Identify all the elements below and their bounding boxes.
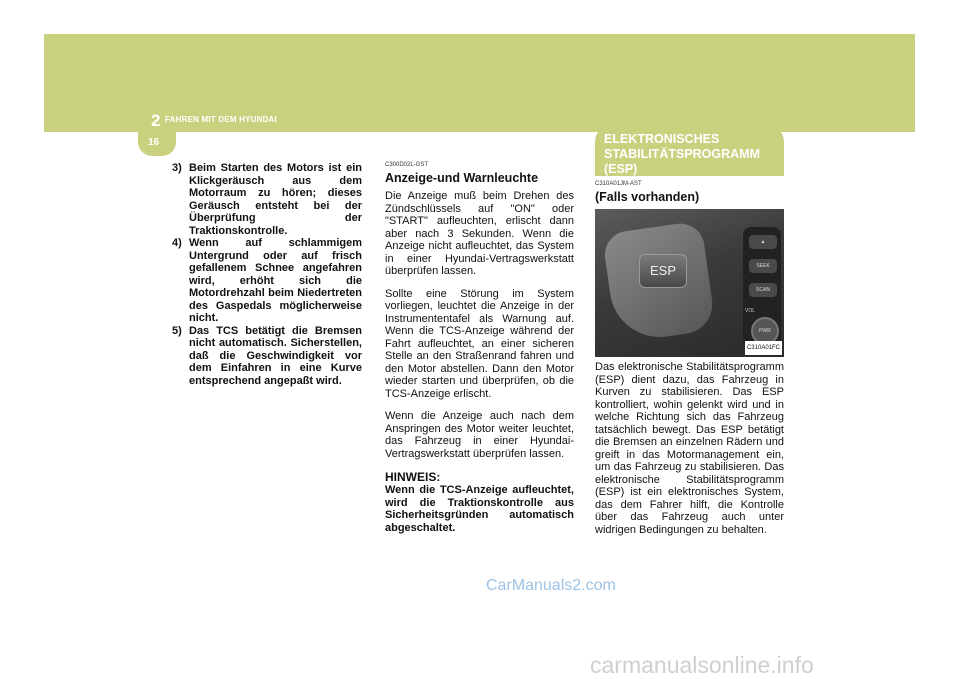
seek-button-illustration: SEEK bbox=[749, 259, 777, 273]
list-item bbox=[172, 162, 362, 237]
list-item bbox=[172, 237, 362, 325]
list-item-text: Beim Starten des Motors ist ein Klickgeräusch aus dem Motorraum zu hören; dieses Geräusch entsteht bei der Überprüfung der Traktionskontrolle. bbox=[189, 162, 362, 237]
eject-button-illustration: ▲ bbox=[749, 235, 777, 249]
list-item bbox=[172, 325, 362, 388]
indicator-paragraph-1: Die Anzeige muß beim Drehen des Zündschlüssels auf "ON" oder "START" aufleuchten, erlischt dann aber nach 3 Sekunden. Wenn die Anzeige nicht aufleuchtet, das System in einer Hyundai-Vertragswerkstatt überprüfen lassen. bbox=[385, 190, 574, 277]
power-knob-illustration: PWR bbox=[751, 317, 779, 345]
scan-button-illustration: SCAN bbox=[749, 283, 777, 297]
indicator-paragraph-3: Wenn die Anzeige auch nach dem Anspringen des Motor weiter leuchtet, das Fahrzeug in einer Hyundai-Vertragswerkstatt überprüfen lassen. bbox=[385, 410, 574, 460]
list-item-text: Wenn auf schlammigem Untergrund oder auf frisch gefallenem Schnee angefahren wird, erhöht sich die Motordrehzahl beim Niedertreten des Gaspedals möglicherweise nicht. bbox=[189, 237, 362, 324]
page-number: 16 bbox=[148, 137, 160, 148]
watermark-carmanualsonline: carmanualsonline.info bbox=[590, 652, 814, 678]
column-esp bbox=[595, 180, 784, 546]
note-heading: HINWEIS: bbox=[385, 470, 441, 484]
watermark-carmanuals2: CarManuals2.com bbox=[486, 577, 616, 594]
list-item-number: 3) bbox=[172, 162, 182, 174]
esp-switch-photo bbox=[595, 209, 784, 357]
note-body: Wenn die TCS-Anzeige aufleuchtet, wird die Traktionskontrolle aus Sicherheitsgründen automatisch abgeschaltet. bbox=[385, 484, 574, 534]
esp-heading: (Falls vorhanden) bbox=[595, 190, 700, 204]
chapter-number: 2 bbox=[151, 111, 161, 130]
tcs-notes-list bbox=[172, 162, 362, 387]
esp-section-heading-box bbox=[595, 124, 784, 176]
column-indicator bbox=[385, 161, 574, 534]
esp-body: Das elektronische Stabilitätsprogramm (ESP) dient dazu, das Fahrzeug in Kurven zu stabilisieren. Das ESP kontrolliert, wohin gelenkt wird und in welche Richtung sich das Fahrzeug tatsächlich bewegt. Das ESP betätigt die Bremsen an einzelnen Rädern und greift in das Motormanagement ein, um das Fahrzeug zu stabilisieren. Das elektronische Stabilitätsprogramm (ESP) ist ein elektronisches System, das dem Fahrer hilft, die Kontrolle über das Fahrzeug auch unter widrigen Bedingungen zu behalten. bbox=[595, 361, 784, 536]
chapter-title: FAHREN MIT DEM HYUNDAI bbox=[165, 115, 277, 124]
photo-caption: C310A01FC bbox=[745, 341, 782, 356]
list-item-number: 4) bbox=[172, 237, 182, 249]
list-item-text: Das TCS betätigt die Bremsen nicht automatisch. Sicherstellen, daß die Geschwindigkeit vor dem Einfahren in eine Kurve entsprechend angepaßt wird. bbox=[189, 324, 362, 387]
esp-button-illustration: ESP bbox=[639, 254, 687, 288]
column-tcs-notes bbox=[172, 162, 362, 387]
indicator-paragraph-2: Sollte eine Störung im System vorliegen, leuchtet die Anzeige in der Instrumententafel als Warnung auf. Wenn die TCS-Anzeige während der Fahrt aufleuchtet, an einer sicheren Stelle an den Straßenrand fahren und den Motor abstellen. Dann den Motor wieder starten und überprüfen, ob die TCS-Anzeige erlischt. bbox=[385, 287, 574, 400]
section-code: C310A01JM-AST bbox=[595, 181, 642, 187]
list-item-number: 5) bbox=[172, 324, 182, 337]
esp-section-heading: ELEKTRONISCHES STABILITÄTSPROGRAMM (ESP) bbox=[604, 132, 761, 176]
vol-label: VOL bbox=[745, 308, 756, 314]
section-code: C300D02L-GST bbox=[385, 162, 429, 168]
indicator-heading: Anzeige-und Warnleuchte bbox=[385, 171, 539, 185]
